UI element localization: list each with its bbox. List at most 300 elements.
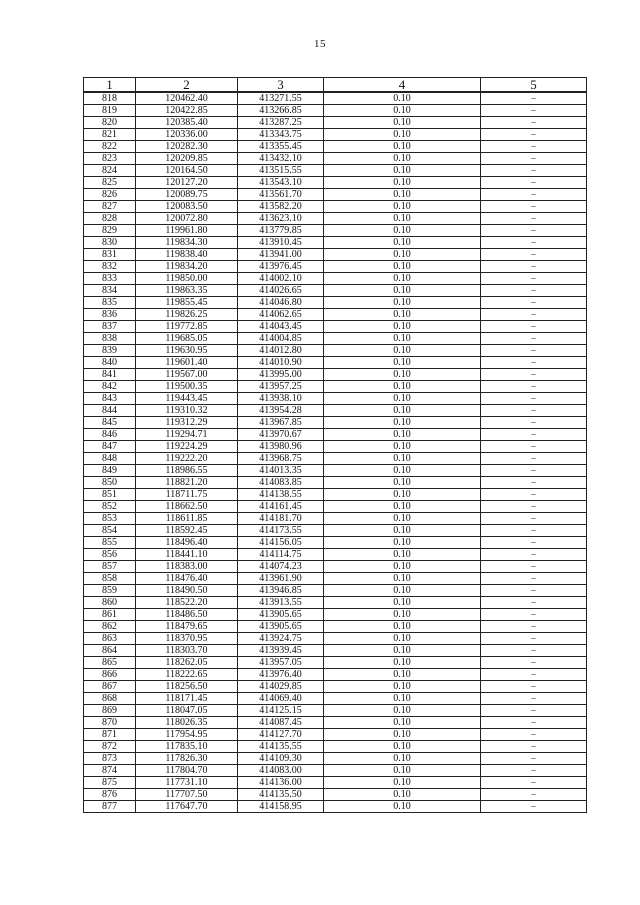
x-coordinate-cell: 118662.50 <box>136 501 238 513</box>
note-cell: – <box>481 525 587 537</box>
y-coordinate-cell: 413961.90 <box>238 573 324 585</box>
table-row <box>84 237 587 249</box>
note-cell: – <box>481 285 587 297</box>
accuracy-cell: 0.10 <box>324 525 481 537</box>
point-number-cell: 830 <box>84 237 136 249</box>
accuracy-cell: 0.10 <box>324 801 481 813</box>
y-coordinate-cell: 413976.40 <box>238 669 324 681</box>
y-coordinate-cell: 413779.85 <box>238 225 324 237</box>
x-coordinate-cell: 118522.20 <box>136 597 238 609</box>
point-number-cell: 829 <box>84 225 136 237</box>
point-number-cell: 825 <box>84 177 136 189</box>
y-coordinate-cell: 413910.45 <box>238 237 324 249</box>
y-coordinate-cell: 414012.80 <box>238 345 324 357</box>
note-cell: – <box>481 405 587 417</box>
x-coordinate-cell: 119863.35 <box>136 285 238 297</box>
x-coordinate-cell: 118486.50 <box>136 609 238 621</box>
note-cell: – <box>481 321 587 333</box>
table-row <box>84 693 587 705</box>
accuracy-cell: 0.10 <box>324 261 481 273</box>
note-cell: – <box>481 657 587 669</box>
y-coordinate-cell: 414026.65 <box>238 285 324 297</box>
table-row <box>84 381 587 393</box>
x-coordinate-cell: 120209.85 <box>136 153 238 165</box>
accuracy-cell: 0.10 <box>324 477 481 489</box>
x-coordinate-cell: 117647.70 <box>136 801 238 813</box>
y-coordinate-cell: 413905.65 <box>238 609 324 621</box>
y-coordinate-cell: 414083.00 <box>238 765 324 777</box>
x-coordinate-cell: 120282.30 <box>136 141 238 153</box>
table-row <box>84 261 587 273</box>
x-coordinate-cell: 118047.05 <box>136 705 238 717</box>
accuracy-cell: 0.10 <box>324 765 481 777</box>
accuracy-cell: 0.10 <box>324 165 481 177</box>
x-coordinate-cell: 118026.35 <box>136 717 238 729</box>
accuracy-cell: 0.10 <box>324 669 481 681</box>
note-cell: – <box>481 117 587 129</box>
accuracy-cell: 0.10 <box>324 633 481 645</box>
table-header-row <box>84 78 587 93</box>
x-coordinate-cell: 118821.20 <box>136 477 238 489</box>
table-row <box>84 333 587 345</box>
table-row <box>84 153 587 165</box>
x-coordinate-cell: 119826.25 <box>136 309 238 321</box>
point-number-cell: 820 <box>84 117 136 129</box>
page-number: 15 <box>314 38 326 50</box>
point-number-cell: 872 <box>84 741 136 753</box>
point-number-cell: 865 <box>84 657 136 669</box>
x-coordinate-cell: 118476.40 <box>136 573 238 585</box>
note-cell: – <box>481 513 587 525</box>
note-cell: – <box>481 92 587 105</box>
column-header-5: 5 <box>481 78 587 93</box>
point-number-cell: 843 <box>84 393 136 405</box>
point-number-cell: 873 <box>84 753 136 765</box>
accuracy-cell: 0.10 <box>324 249 481 261</box>
x-coordinate-cell: 118496.40 <box>136 537 238 549</box>
x-coordinate-cell: 119630.95 <box>136 345 238 357</box>
x-coordinate-cell: 118441.10 <box>136 549 238 561</box>
table-row <box>84 201 587 213</box>
table-row <box>84 765 587 777</box>
x-coordinate-cell: 118592.45 <box>136 525 238 537</box>
table-row <box>84 525 587 537</box>
x-coordinate-cell: 119312.29 <box>136 417 238 429</box>
accuracy-cell: 0.10 <box>324 177 481 189</box>
x-coordinate-cell: 118303.70 <box>136 645 238 657</box>
note-cell: – <box>481 801 587 813</box>
y-coordinate-cell: 414002.10 <box>238 273 324 285</box>
point-number-cell: 877 <box>84 801 136 813</box>
table-row <box>84 573 587 585</box>
y-coordinate-cell: 414087.45 <box>238 717 324 729</box>
accuracy-cell: 0.10 <box>324 789 481 801</box>
accuracy-cell: 0.10 <box>324 285 481 297</box>
accuracy-cell: 0.10 <box>324 705 481 717</box>
accuracy-cell: 0.10 <box>324 309 481 321</box>
x-coordinate-cell: 119500.35 <box>136 381 238 393</box>
point-number-cell: 823 <box>84 153 136 165</box>
accuracy-cell: 0.10 <box>324 153 481 165</box>
point-number-cell: 821 <box>84 129 136 141</box>
x-coordinate-cell: 119294.71 <box>136 429 238 441</box>
y-coordinate-cell: 414173.55 <box>238 525 324 537</box>
y-coordinate-cell: 414083.85 <box>238 477 324 489</box>
accuracy-cell: 0.10 <box>324 585 481 597</box>
accuracy-cell: 0.10 <box>324 213 481 225</box>
accuracy-cell: 0.10 <box>324 561 481 573</box>
point-number-cell: 868 <box>84 693 136 705</box>
note-cell: – <box>481 573 587 585</box>
point-number-cell: 827 <box>84 201 136 213</box>
accuracy-cell: 0.10 <box>324 117 481 129</box>
note-cell: – <box>481 477 587 489</box>
table-row <box>84 465 587 477</box>
table-row <box>84 621 587 633</box>
column-header-1: 1 <box>84 78 136 93</box>
point-number-cell: 852 <box>84 501 136 513</box>
accuracy-cell: 0.10 <box>324 453 481 465</box>
x-coordinate-cell: 117804.70 <box>136 765 238 777</box>
column-header-4: 4 <box>324 78 481 93</box>
point-number-cell: 848 <box>84 453 136 465</box>
accuracy-cell: 0.10 <box>324 369 481 381</box>
table-row <box>84 645 587 657</box>
point-number-cell: 856 <box>84 549 136 561</box>
x-coordinate-cell: 119224.29 <box>136 441 238 453</box>
y-coordinate-cell: 413938.10 <box>238 393 324 405</box>
point-number-cell: 849 <box>84 465 136 477</box>
note-cell: – <box>481 777 587 789</box>
x-coordinate-cell: 118262.05 <box>136 657 238 669</box>
note-cell: – <box>481 141 587 153</box>
y-coordinate-cell: 413432.10 <box>238 153 324 165</box>
y-coordinate-cell: 413924.75 <box>238 633 324 645</box>
x-coordinate-cell: 120164.50 <box>136 165 238 177</box>
accuracy-cell: 0.10 <box>324 237 481 249</box>
accuracy-cell: 0.10 <box>324 92 481 105</box>
table-row <box>84 609 587 621</box>
y-coordinate-cell: 413939.45 <box>238 645 324 657</box>
y-coordinate-cell: 414043.45 <box>238 321 324 333</box>
point-number-cell: 831 <box>84 249 136 261</box>
table-row <box>84 549 587 561</box>
point-number-cell: 850 <box>84 477 136 489</box>
x-coordinate-cell: 118611.85 <box>136 513 238 525</box>
note-cell: – <box>481 609 587 621</box>
y-coordinate-cell: 414127.70 <box>238 729 324 741</box>
accuracy-cell: 0.10 <box>324 129 481 141</box>
y-coordinate-cell: 413967.85 <box>238 417 324 429</box>
table-row <box>84 657 587 669</box>
note-cell: – <box>481 681 587 693</box>
table-row <box>84 429 587 441</box>
note-cell: – <box>481 717 587 729</box>
accuracy-cell: 0.10 <box>324 441 481 453</box>
accuracy-cell: 0.10 <box>324 657 481 669</box>
x-coordinate-cell: 119834.30 <box>136 237 238 249</box>
table-row <box>84 729 587 741</box>
note-cell: – <box>481 489 587 501</box>
point-number-cell: 854 <box>84 525 136 537</box>
point-number-cell: 828 <box>84 213 136 225</box>
y-coordinate-cell: 414181.70 <box>238 513 324 525</box>
point-number-cell: 863 <box>84 633 136 645</box>
point-number-cell: 859 <box>84 585 136 597</box>
accuracy-cell: 0.10 <box>324 225 481 237</box>
note-cell: – <box>481 105 587 117</box>
x-coordinate-cell: 118479.65 <box>136 621 238 633</box>
y-coordinate-cell: 414125.15 <box>238 705 324 717</box>
y-coordinate-cell: 414135.50 <box>238 789 324 801</box>
table-row <box>84 129 587 141</box>
note-cell: – <box>481 597 587 609</box>
x-coordinate-cell: 119961.80 <box>136 225 238 237</box>
x-coordinate-cell: 117707.50 <box>136 789 238 801</box>
table-row <box>84 92 587 105</box>
point-number-cell: 842 <box>84 381 136 393</box>
table-row <box>84 309 587 321</box>
point-number-cell: 851 <box>84 489 136 501</box>
table-row <box>84 177 587 189</box>
accuracy-cell: 0.10 <box>324 489 481 501</box>
y-coordinate-cell: 414069.40 <box>238 693 324 705</box>
point-number-cell: 836 <box>84 309 136 321</box>
y-coordinate-cell: 414029.85 <box>238 681 324 693</box>
x-coordinate-cell: 119685.05 <box>136 333 238 345</box>
y-coordinate-cell: 413970.67 <box>238 429 324 441</box>
point-number-cell: 835 <box>84 297 136 309</box>
table-row <box>84 597 587 609</box>
accuracy-cell: 0.10 <box>324 645 481 657</box>
table-row <box>84 801 587 813</box>
table-row <box>84 297 587 309</box>
x-coordinate-cell: 120083.50 <box>136 201 238 213</box>
x-coordinate-cell: 120385.40 <box>136 117 238 129</box>
note-cell: – <box>481 693 587 705</box>
note-cell: – <box>481 357 587 369</box>
table-row <box>84 789 587 801</box>
point-number-cell: 822 <box>84 141 136 153</box>
y-coordinate-cell: 414010.90 <box>238 357 324 369</box>
y-coordinate-cell: 414114.75 <box>238 549 324 561</box>
point-number-cell: 867 <box>84 681 136 693</box>
table-row <box>84 417 587 429</box>
note-cell: – <box>481 201 587 213</box>
x-coordinate-cell: 118383.00 <box>136 561 238 573</box>
table-row <box>84 477 587 489</box>
table-row <box>84 189 587 201</box>
note-cell: – <box>481 213 587 225</box>
table-row <box>84 273 587 285</box>
x-coordinate-cell: 118222.65 <box>136 669 238 681</box>
table-row <box>84 165 587 177</box>
note-cell: – <box>481 189 587 201</box>
table-row <box>84 117 587 129</box>
table-row <box>84 513 587 525</box>
note-cell: – <box>481 177 587 189</box>
x-coordinate-cell: 120072.80 <box>136 213 238 225</box>
point-number-cell: 871 <box>84 729 136 741</box>
point-number-cell: 870 <box>84 717 136 729</box>
point-number-cell: 858 <box>84 573 136 585</box>
x-coordinate-cell: 120127.20 <box>136 177 238 189</box>
note-cell: – <box>481 129 587 141</box>
note-cell: – <box>481 309 587 321</box>
table-row <box>84 489 587 501</box>
table-row <box>84 585 587 597</box>
note-cell: – <box>481 501 587 513</box>
point-number-cell: 844 <box>84 405 136 417</box>
table-row <box>84 141 587 153</box>
point-number-cell: 875 <box>84 777 136 789</box>
table-row <box>84 213 587 225</box>
accuracy-cell: 0.10 <box>324 273 481 285</box>
note-cell: – <box>481 261 587 273</box>
y-coordinate-cell: 413957.05 <box>238 657 324 669</box>
y-coordinate-cell: 413980.96 <box>238 441 324 453</box>
table-row <box>84 105 587 117</box>
note-cell: – <box>481 561 587 573</box>
point-number-cell: 837 <box>84 321 136 333</box>
note-cell: – <box>481 585 587 597</box>
y-coordinate-cell: 413946.85 <box>238 585 324 597</box>
accuracy-cell: 0.10 <box>324 297 481 309</box>
column-header-3: 3 <box>238 78 324 93</box>
note-cell: – <box>481 165 587 177</box>
table-row <box>84 717 587 729</box>
y-coordinate-cell: 414136.00 <box>238 777 324 789</box>
x-coordinate-cell: 119222.20 <box>136 453 238 465</box>
point-number-cell: 861 <box>84 609 136 621</box>
x-coordinate-cell: 117731.10 <box>136 777 238 789</box>
point-number-cell: 860 <box>84 597 136 609</box>
note-cell: – <box>481 765 587 777</box>
y-coordinate-cell: 413582.20 <box>238 201 324 213</box>
x-coordinate-cell: 117835.10 <box>136 741 238 753</box>
note-cell: – <box>481 429 587 441</box>
note-cell: – <box>481 417 587 429</box>
accuracy-cell: 0.10 <box>324 381 481 393</box>
x-coordinate-cell: 119772.85 <box>136 321 238 333</box>
table-row <box>84 405 587 417</box>
accuracy-cell: 0.10 <box>324 141 481 153</box>
point-number-cell: 853 <box>84 513 136 525</box>
x-coordinate-cell: 117954.95 <box>136 729 238 741</box>
table-row <box>84 249 587 261</box>
y-coordinate-cell: 413287.25 <box>238 117 324 129</box>
accuracy-cell: 0.10 <box>324 333 481 345</box>
accuracy-cell: 0.10 <box>324 105 481 117</box>
y-coordinate-cell: 413271.55 <box>238 92 324 105</box>
note-cell: – <box>481 249 587 261</box>
note-cell: – <box>481 645 587 657</box>
accuracy-cell: 0.10 <box>324 549 481 561</box>
x-coordinate-cell: 120336.00 <box>136 129 238 141</box>
accuracy-cell: 0.10 <box>324 501 481 513</box>
point-number-cell: 874 <box>84 765 136 777</box>
x-coordinate-cell: 120462.40 <box>136 92 238 105</box>
accuracy-cell: 0.10 <box>324 609 481 621</box>
point-number-cell: 839 <box>84 345 136 357</box>
note-cell: – <box>481 237 587 249</box>
accuracy-cell: 0.10 <box>324 201 481 213</box>
y-coordinate-cell: 414158.95 <box>238 801 324 813</box>
point-number-cell: 855 <box>84 537 136 549</box>
x-coordinate-cell: 118256.50 <box>136 681 238 693</box>
accuracy-cell: 0.10 <box>324 681 481 693</box>
table-row <box>84 345 587 357</box>
x-coordinate-cell: 119567.00 <box>136 369 238 381</box>
point-number-cell: 869 <box>84 705 136 717</box>
accuracy-cell: 0.10 <box>324 429 481 441</box>
y-coordinate-cell: 414156.05 <box>238 537 324 549</box>
note-cell: – <box>481 345 587 357</box>
x-coordinate-cell: 117826.30 <box>136 753 238 765</box>
coordinates-table <box>83 77 587 813</box>
x-coordinate-cell: 119850.00 <box>136 273 238 285</box>
note-cell: – <box>481 789 587 801</box>
accuracy-cell: 0.10 <box>324 321 481 333</box>
x-coordinate-cell: 119310.32 <box>136 405 238 417</box>
y-coordinate-cell: 413941.00 <box>238 249 324 261</box>
table-row <box>84 441 587 453</box>
point-number-cell: 841 <box>84 369 136 381</box>
x-coordinate-cell: 120422.85 <box>136 105 238 117</box>
table-row <box>84 753 587 765</box>
x-coordinate-cell: 119834.20 <box>136 261 238 273</box>
y-coordinate-cell: 413995.00 <box>238 369 324 381</box>
accuracy-cell: 0.10 <box>324 405 481 417</box>
note-cell: – <box>481 333 587 345</box>
note-cell: – <box>481 225 587 237</box>
accuracy-cell: 0.10 <box>324 729 481 741</box>
note-cell: – <box>481 465 587 477</box>
accuracy-cell: 0.10 <box>324 465 481 477</box>
table-row <box>84 741 587 753</box>
note-cell: – <box>481 441 587 453</box>
accuracy-cell: 0.10 <box>324 513 481 525</box>
x-coordinate-cell: 118171.45 <box>136 693 238 705</box>
note-cell: – <box>481 705 587 717</box>
accuracy-cell: 0.10 <box>324 393 481 405</box>
point-number-cell: 818 <box>84 92 136 105</box>
y-coordinate-cell: 414161.45 <box>238 501 324 513</box>
table-body <box>84 92 587 813</box>
table-row <box>84 453 587 465</box>
x-coordinate-cell: 118986.55 <box>136 465 238 477</box>
note-cell: – <box>481 729 587 741</box>
note-cell: – <box>481 297 587 309</box>
point-number-cell: 876 <box>84 789 136 801</box>
x-coordinate-cell: 119443.45 <box>136 393 238 405</box>
point-number-cell: 819 <box>84 105 136 117</box>
x-coordinate-cell: 118370.95 <box>136 633 238 645</box>
note-cell: – <box>481 549 587 561</box>
y-coordinate-cell: 414046.80 <box>238 297 324 309</box>
point-number-cell: 862 <box>84 621 136 633</box>
x-coordinate-cell: 119601.40 <box>136 357 238 369</box>
y-coordinate-cell: 414062.65 <box>238 309 324 321</box>
table-row <box>84 369 587 381</box>
y-coordinate-cell: 414109.30 <box>238 753 324 765</box>
y-coordinate-cell: 414013.35 <box>238 465 324 477</box>
accuracy-cell: 0.10 <box>324 345 481 357</box>
y-coordinate-cell: 414074.23 <box>238 561 324 573</box>
point-number-cell: 857 <box>84 561 136 573</box>
y-coordinate-cell: 413515.55 <box>238 165 324 177</box>
table-row <box>84 681 587 693</box>
